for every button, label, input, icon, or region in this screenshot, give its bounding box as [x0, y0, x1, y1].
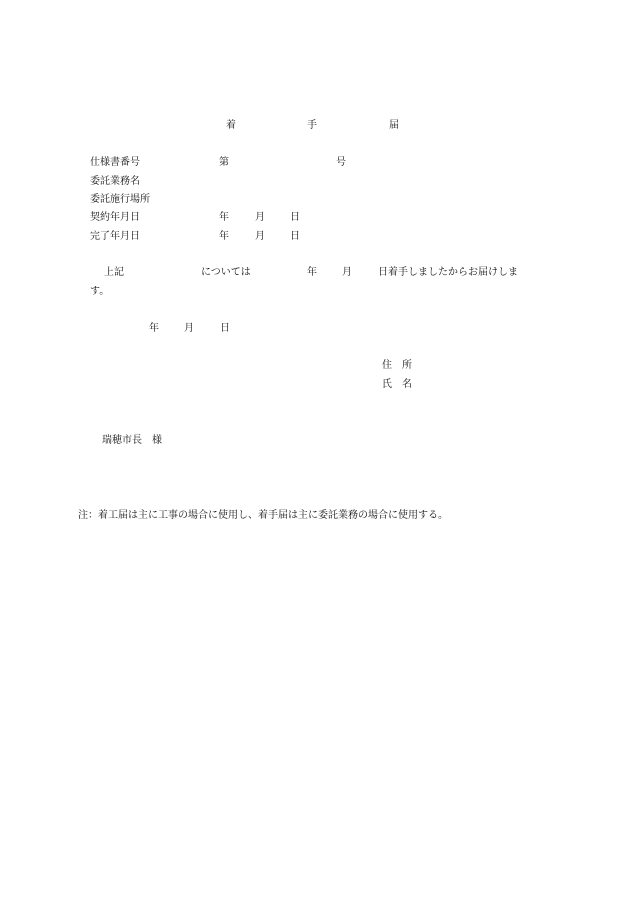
title-char-1: 着 [226, 120, 236, 131]
spec-number-label: 仕様書番号 [90, 157, 140, 168]
work-place-label: 委託施行場所 [90, 194, 150, 205]
body-month: 月 [342, 267, 352, 278]
body-year: 年 [307, 267, 317, 278]
body-suffix: 日着手しましたからお届けしま [378, 267, 518, 278]
contract-day: 日 [290, 212, 300, 223]
addressee: 瑞穂市長 様 [102, 435, 162, 446]
body-about: については [201, 267, 251, 278]
body-prefix: 上記 [104, 267, 124, 278]
title-char-3: 届 [389, 120, 399, 131]
date-year: 年 [149, 323, 159, 334]
contract-month: 月 [255, 212, 265, 223]
contract-date-label: 契約年月日 [90, 212, 140, 223]
completion-day: 日 [290, 231, 300, 242]
address-label: 住 所 [382, 360, 412, 371]
spec-number-go: 号 [336, 157, 346, 168]
name-label: 氏 名 [382, 379, 412, 390]
title-char-2: 手 [307, 120, 317, 131]
date-day: 日 [220, 323, 230, 334]
date-month: 月 [184, 323, 194, 334]
completion-date-label: 完了年月日 [90, 231, 140, 242]
contract-year: 年 [219, 212, 229, 223]
footnote: 注：着工届は主に工事の場合に使用し、着手届は主に委託業務の場合に使用する。 [78, 510, 448, 521]
completion-year: 年 [219, 231, 229, 242]
completion-month: 月 [255, 231, 265, 242]
body-wrap: す。 [90, 286, 110, 297]
spec-number-dai: 第 [219, 157, 229, 168]
work-name-label: 委託業務名 [90, 176, 140, 187]
